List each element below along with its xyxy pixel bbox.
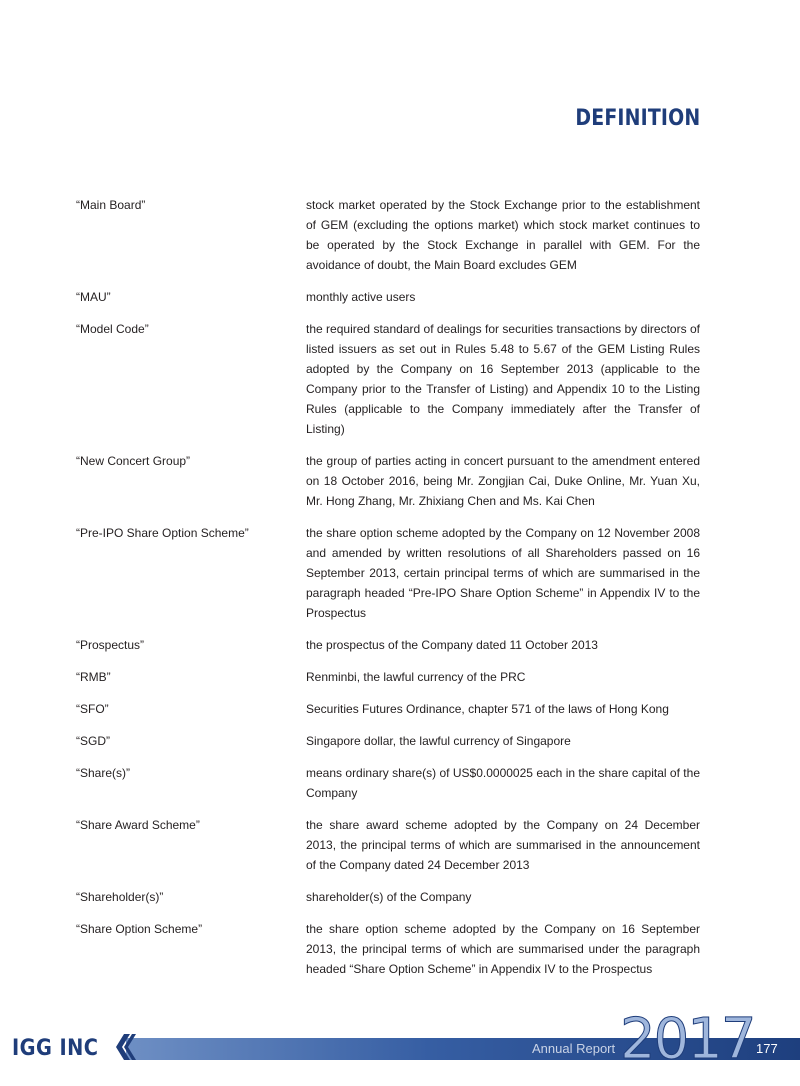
definition-term: “RMB” xyxy=(76,670,111,684)
definition-row xyxy=(76,731,700,751)
chevron-left-icon xyxy=(114,1032,136,1062)
definition-term: “New Concert Group” xyxy=(76,454,191,468)
definition-row xyxy=(76,699,700,719)
page-number: 177 xyxy=(756,1041,778,1056)
definitions-list xyxy=(76,195,700,991)
definition-row xyxy=(76,763,700,803)
page-title: DEFINITION xyxy=(574,106,700,131)
definition-row xyxy=(76,667,700,687)
company-logo: IGG INC xyxy=(12,1036,99,1061)
definition-term: “Share(s)” xyxy=(76,766,131,780)
definition-text: the prospectus of the Company dated 11 October 2013 xyxy=(306,638,598,652)
definition-term: “Main Board” xyxy=(76,198,146,212)
definition-row xyxy=(76,287,700,307)
definition-term: “MAU” xyxy=(76,290,111,304)
definition-row xyxy=(76,523,700,623)
definition-text: Renminbi, the lawful currency of the PRC xyxy=(306,670,526,684)
definition-row xyxy=(76,635,700,655)
definition-text: the required standard of dealings for securities transactions by directors of listed issuers as set out in Rules 5.48 to 5.67 of the GEM Listing Rules adopted by the Company on 16 September 2013 (applicable to the Company prior to the Transfer of Listing) and Appendix 10 to the Listing Rules (applicable to the Company immediately after the Transfer of Listing) xyxy=(306,322,700,436)
definition-text: stock market operated by the Stock Exchange prior to the establishment of GEM (excluding the options market) which stock market continues to be operated by the Stock Exchange in parallel with GEM. For the avoidance of doubt, the Main Board excludes GEM xyxy=(306,198,700,272)
definition-text: the share option scheme adopted by the Company on 12 November 2008 and amended by written resolutions of all Shareholders passed on 16 September 2013, certain principal terms of which are summarised in the paragraph headed “Pre-IPO Share Option Scheme” in Appendix IV to the Prospectus xyxy=(306,526,700,620)
definition-term: “Shareholder(s)” xyxy=(76,890,164,904)
definition-text: shareholder(s) of the Company xyxy=(306,890,472,904)
annual-report-label: Annual Report xyxy=(532,1041,616,1056)
definition-row xyxy=(76,919,700,979)
definition-text: means ordinary share(s) of US$0.0000025 each in the share capital of the Company xyxy=(306,766,700,800)
report-year: 2017 xyxy=(620,1007,755,1072)
definition-term: “SFO” xyxy=(76,702,109,716)
definition-row xyxy=(76,319,700,439)
definition-row xyxy=(76,195,700,275)
page-footer xyxy=(0,1007,800,1086)
definition-text: the share award scheme adopted by the Company on 24 December 2013, the principal terms of which are summarised in the announcement of the Company dated 24 December 2013 xyxy=(306,818,700,872)
definition-row xyxy=(76,887,700,907)
definition-term: “Share Award Scheme” xyxy=(76,818,200,832)
definition-text: Singapore dollar, the lawful currency of Singapore xyxy=(306,734,571,748)
definition-text: the group of parties acting in concert pursuant to the amendment entered on 18 October 2016, being Mr. Zongjian Cai, Duke Online, Mr. Yuan Xu, Mr. Hong Zhang, Mr. Zhixiang Chen and Ms. Kai Chen xyxy=(306,454,700,508)
definition-text: the share option scheme adopted by the Company on 16 September 2013, the principal terms of which are summarised under the paragraph headed “Share Option Scheme” in Appendix IV to the Prospectus xyxy=(306,922,700,976)
definition-term: “Model Code” xyxy=(76,322,149,336)
definition-term: “SGD” xyxy=(76,734,110,748)
definition-text: monthly active users xyxy=(306,290,416,304)
definition-row xyxy=(76,451,700,511)
definition-text: Securities Futures Ordinance, chapter 571 of the laws of Hong Kong xyxy=(306,702,669,716)
definition-term: “Prospectus” xyxy=(76,638,145,652)
definition-term: “Share Option Scheme” xyxy=(76,922,203,936)
definition-term: “Pre-IPO Share Option Scheme” xyxy=(76,526,249,540)
definition-row xyxy=(76,815,700,875)
